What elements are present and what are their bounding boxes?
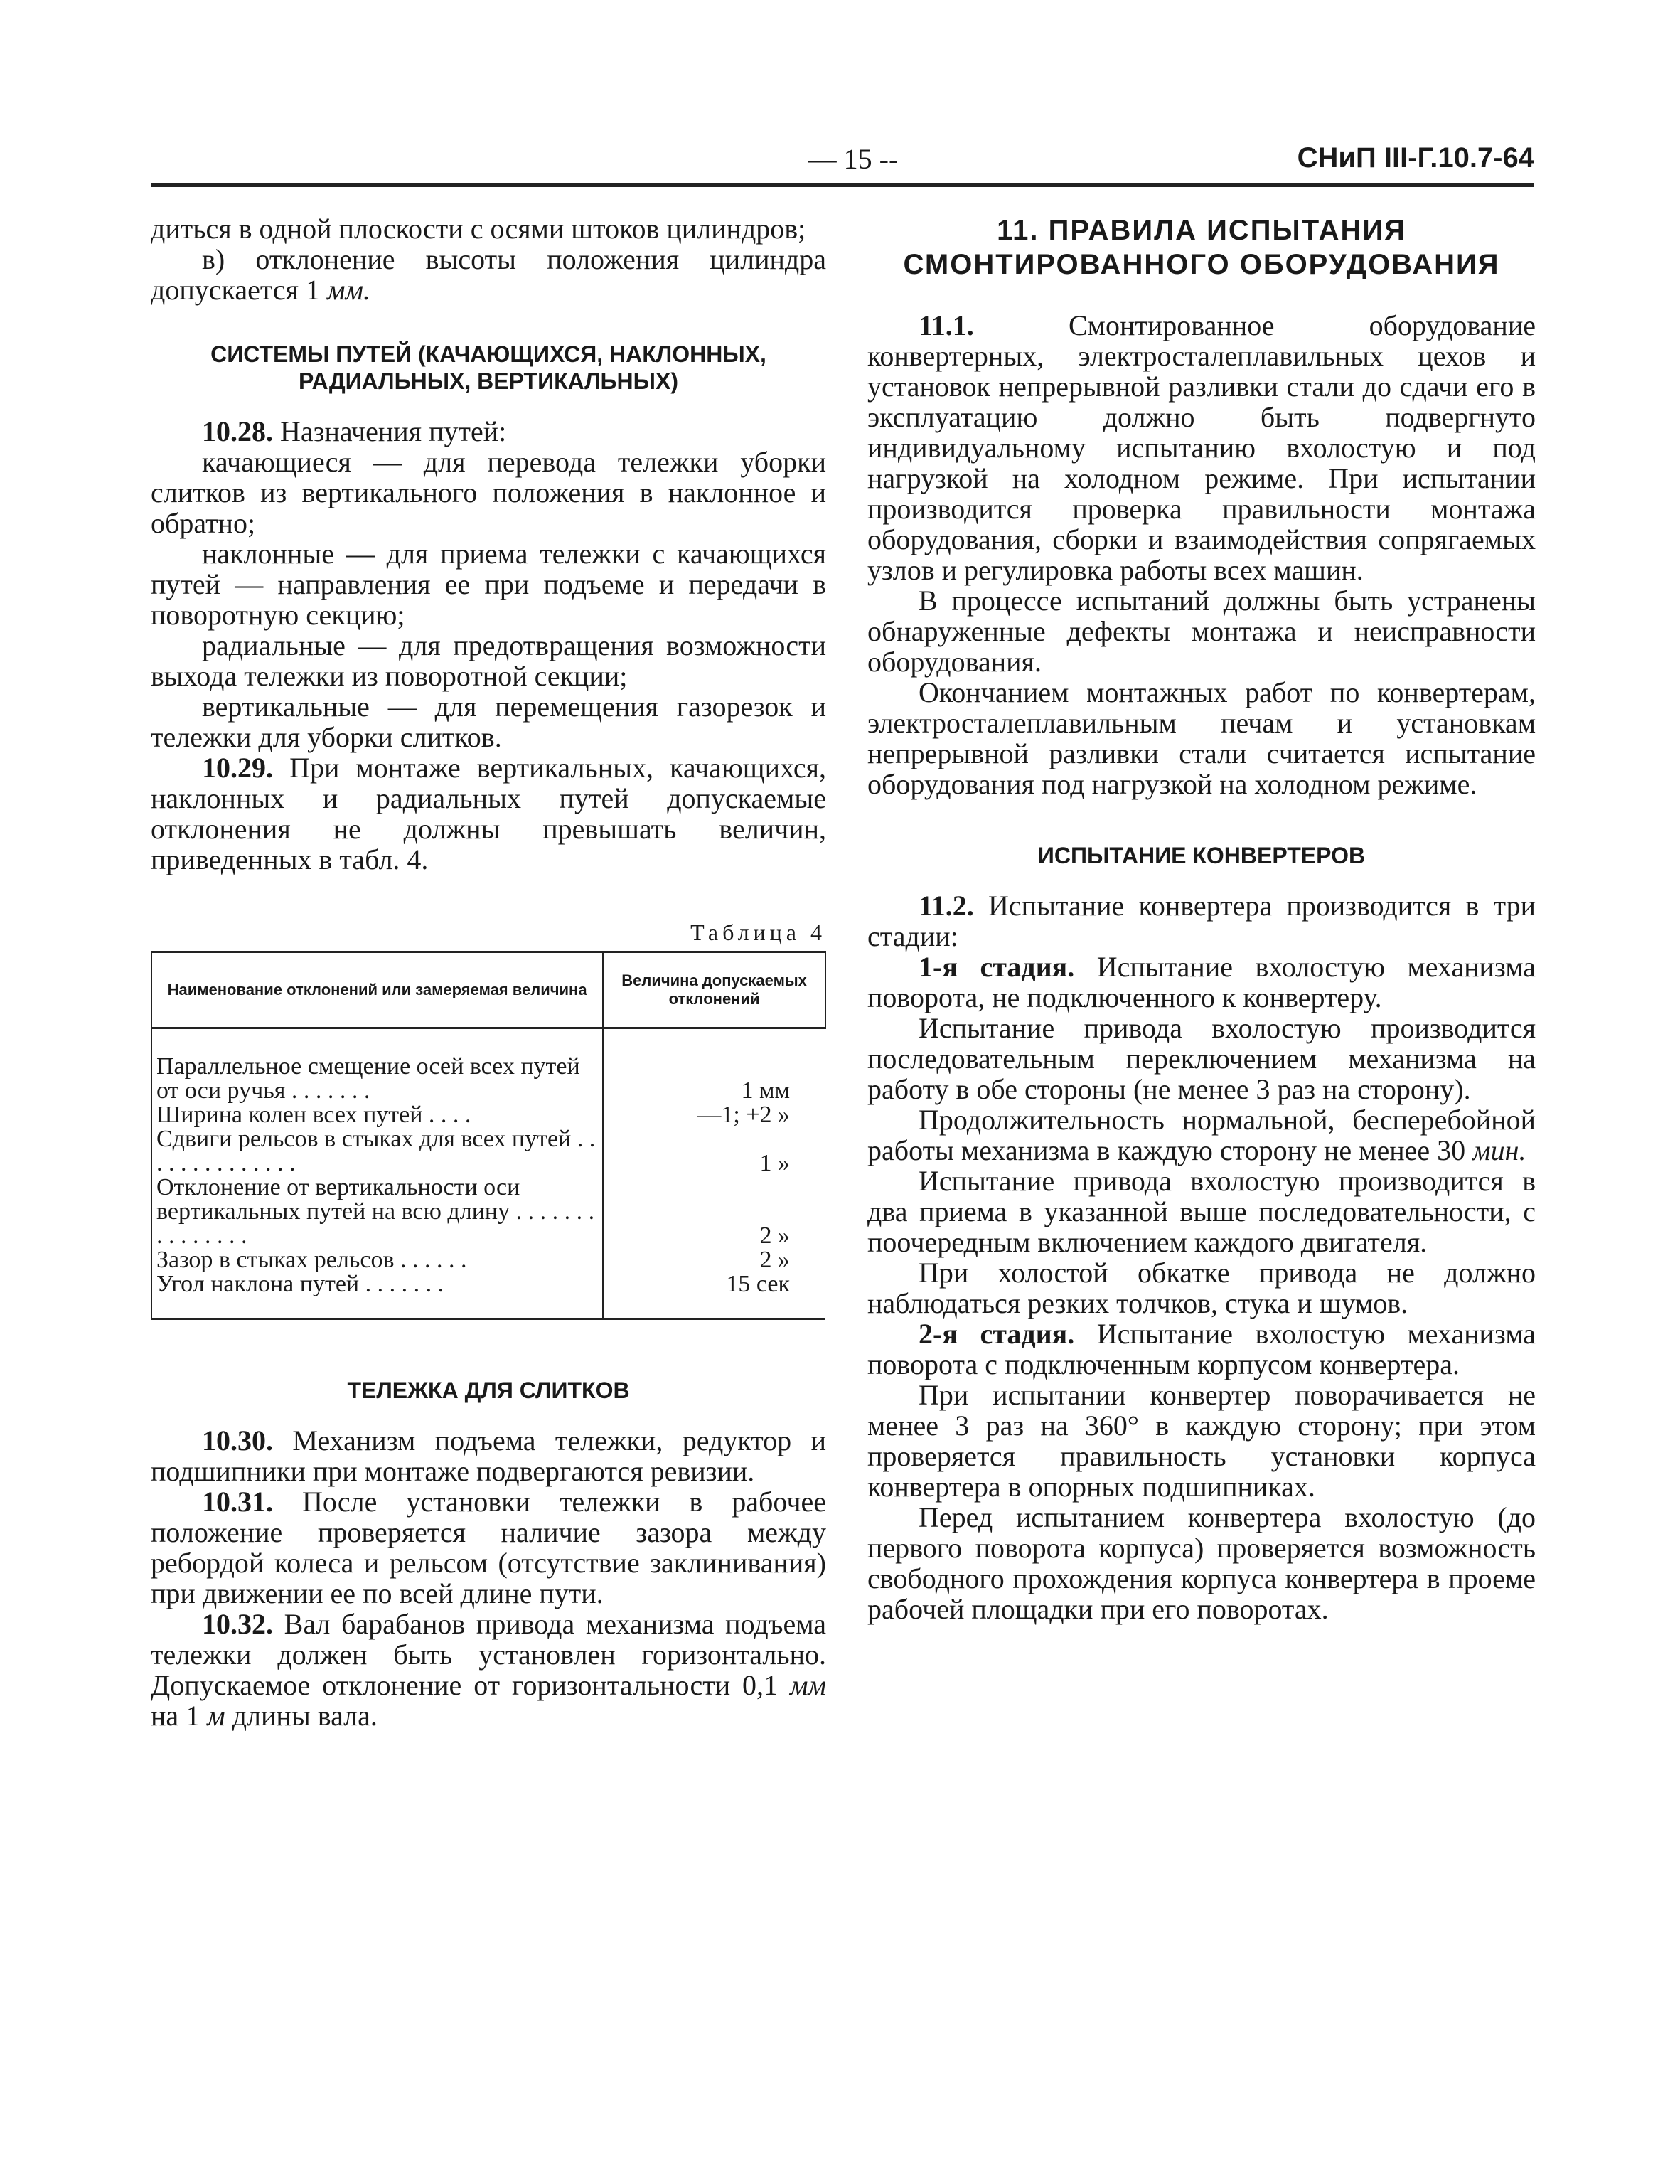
table-cell-name: Отклонение от вертикальности оси вертикальных путей на всю длину . . . . . . . . . . . . . . . (151, 1176, 603, 1248)
paragraph: Перед испытанием конвертера вхолостую (до первого поворота корпуса) проверяется возможность свободного прохождения корпуса конвертера в проеме рабочей площадки при его поворотах. (867, 1501, 1536, 1625)
paragraph: При холостой обкатке привода не должно наблюдаться резких толчков, стука и шумов. (867, 1257, 1536, 1319)
page-number: — 15 -- (808, 143, 899, 175)
table-row (151, 1127, 825, 1176)
clause-10-31: 10.31. После установки тележки в рабочее положение проверяется наличие зазора между ребордой колеса и рельсом (отсутствие заклинивания) при движении ее по всей длине пути. (151, 1486, 826, 1609)
list-item: качающиеся — для перевода тележки уборки слитков из вертикального положения в наклонное и обратно; (151, 446, 826, 539)
table-row (151, 1103, 825, 1127)
table-caption: Таблица 4 (690, 920, 826, 945)
table-cell-value: 15 сек (603, 1272, 825, 1319)
section-heading: ТЕЛЕЖКА ДЛЯ СЛИТКОВ (347, 1378, 630, 1403)
stage-1: 1-я стадия. Испытание вхолостую механизма поворота, не подключенного к конвертеру. (867, 951, 1536, 1013)
clause-10-29: 10.29. При монтаже вертикальных, качающихся, наклонных и радиальных путей допускаемые отклонения не должны превышать величин, приведенных в табл. 4. (151, 752, 826, 875)
table-cell-name: Угол наклона путей . . . . . . . (151, 1272, 603, 1319)
header-rule (151, 183, 1534, 187)
table-cell-name: Ширина колен всех путей . . . . (151, 1103, 603, 1127)
stage-2: 2-я стадия. Испытание вхолостую механизма поворота с подключенным корпусом конвертера. (867, 1318, 1536, 1380)
section-heading: ИСПЫТАНИЕ КОНВЕРТЕРОВ (1037, 843, 1366, 868)
list-item: вертикальные — для перемещения газорезок и тележки для уборки слитков. (151, 691, 826, 753)
table-cell-name: Зазор в стыках рельсов . . . . . . (151, 1248, 603, 1272)
table-cell-value: 2 » (759, 1222, 790, 1249)
document-code: СНиП III-Г.10.7-64 (1297, 142, 1534, 174)
table-header-value: Величина допускаемых отклонений (603, 952, 825, 1028)
table-row (151, 1176, 825, 1248)
paragraph: Продолжительность нормальной, бесперебойной работы механизма в каждую сторону не менее 30 мин. (867, 1104, 1536, 1166)
clause-10-32: 10.32. Вал барабанов привода механизма подъема тележки должен быть установлен горизонтально. Допускаемое отклонение от горизонтальности 0,1 мм на 1 м длины вала. (151, 1608, 826, 1732)
table-header-name: Наименование отклонений или замеряемая величина (151, 952, 603, 1028)
right-column (867, 213, 1536, 1624)
paragraph: В процессе испытаний должны быть устранены обнаруженные дефекты монтажа и неисправности оборудования. (867, 585, 1536, 678)
paragraph: Окончанием монтажных работ по конвертерам, электросталеплавильным печам и установкам непрерывной разливки стали считается испытание оборудования под нагрузкой на холодном режиме. (867, 676, 1536, 800)
table-cell-value: 1 » (759, 1150, 790, 1176)
left-column (151, 213, 826, 1731)
table-cell-value: 2 » (759, 1247, 790, 1273)
paragraph: в) отклонение высоты положения цилиндра допускается 1 мм. (151, 243, 826, 306)
table-cell-name: Сдвиги рельсов в стыках для всех путей . . . . . . . . . . . . . . (151, 1127, 603, 1176)
deviations-table (151, 951, 826, 1320)
clause-11-1: 11.1. Смонтированное оборудование конвертерных, электросталеплавильных цехов и установок непрерывной разливки стали до сдачи его в эксплуатацию должно быть подвергнуто индивидуальному испытанию вхолостую и под нагрузкой на холодном режиме. При испытании производится проверка правильности монтажа оборудования, сборки и взаимодействия сопрягаемых узлов и регулировка работы всех машин. (867, 309, 1536, 586)
clause-10-30: 10.30. Механизм подъема тележки, редуктор и подшипники при монтаже подвергаются ревизии. (151, 1424, 826, 1487)
section-heading: СИСТЕМЫ ПУТЕЙ (КАЧАЮЩИХСЯ, НАКЛОННЫХ, РАДИАЛЬНЫХ, ВЕРТИКАЛЬНЫХ) (210, 341, 766, 394)
paragraph: Испытание привода вхолостую производится последовательным переключением механизма на работу в обе стороны (не менее 3 раз на сторону). (867, 1012, 1536, 1105)
table-cell-value: 1 мм (741, 1077, 790, 1104)
clause-11-2: 11.2. Испытание конвертера производится в три стадии: (867, 890, 1536, 952)
table-row (151, 1272, 825, 1319)
chapter-title: 11. ПРАВИЛА ИСПЫТАНИЯ СМОНТИРОВАННОГО ОБОРУДОВАНИЯ (903, 215, 1500, 280)
paragraph: диться в одной плоскости с осями штоков цилиндров; (151, 213, 806, 245)
paragraph: При испытании конвертер поворачивается не менее 3 раз на 360° в каждую сторону; при этом проверяется правильность установки корпуса конвертера в опорных подшипниках. (867, 1379, 1536, 1503)
table-row (151, 1248, 825, 1272)
list-item: наклонные — для приема тележки с качающихся путей — направления ее при подъеме и передачи в поворотную секцию; (151, 538, 826, 631)
table-row (151, 1028, 825, 1104)
table-cell-value: —1; +2 » (697, 1102, 790, 1128)
clause-10-28: 10.28. Назначения путей: (202, 415, 507, 447)
paragraph: Испытание привода вхолостую производится в два приема в указанной выше последовательности, с поочередным включением каждого двигателя. (867, 1165, 1536, 1258)
list-item: радиальные — для предотвращения возможности выхода тележки из поворотной секции; (151, 629, 826, 692)
table-cell-name: Параллельное смещение осей всех путей от оси ручья . . . . . . . (151, 1028, 603, 1104)
